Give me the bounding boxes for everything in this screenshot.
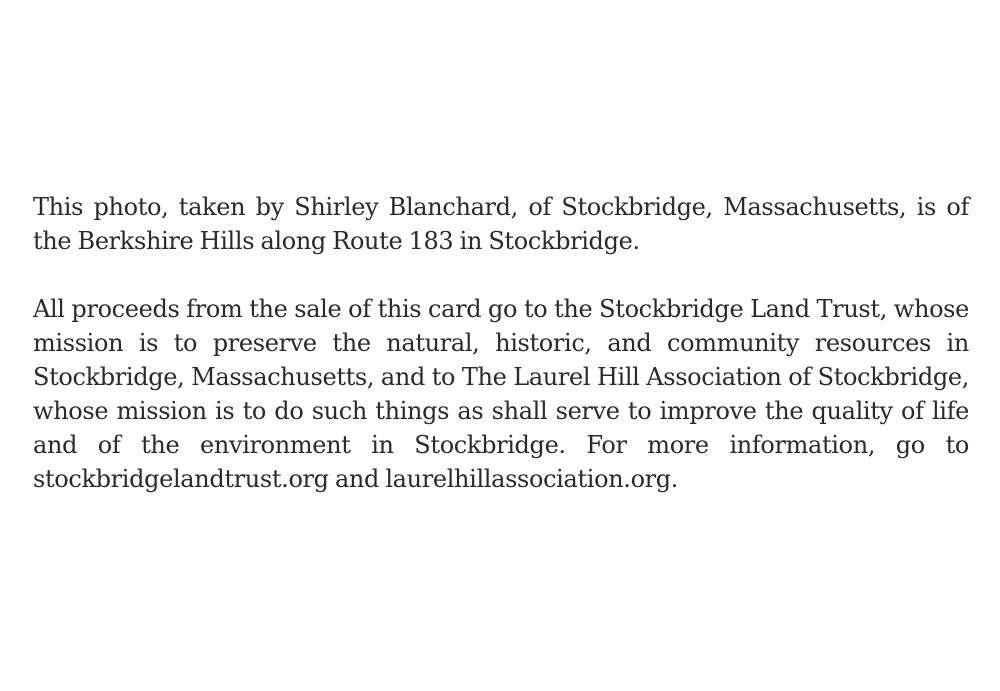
photo-credit-paragraph: This photo, taken by Shirley Blanchard, of Stockbridge, Massachusetts, is of the Berkshire Hills along Route 183 in Stockbridge. — [33, 193, 969, 255]
card-back-text — [33, 190, 969, 496]
proceeds-paragraph: All proceeds from the sale of this card go to the Stockbridge Land Trust, whose mission is to preserve the natural, historic, and community resources in Stockbridge, Massachusetts, and to The Laurel Hill Association of Stockbridge, whose mission is to do such things as shall serve to improve the quality of life and of the environment in Stockbridge. For more information, go to stockbridgelandtrust.org and laurelhillassociation.org. — [33, 295, 969, 493]
